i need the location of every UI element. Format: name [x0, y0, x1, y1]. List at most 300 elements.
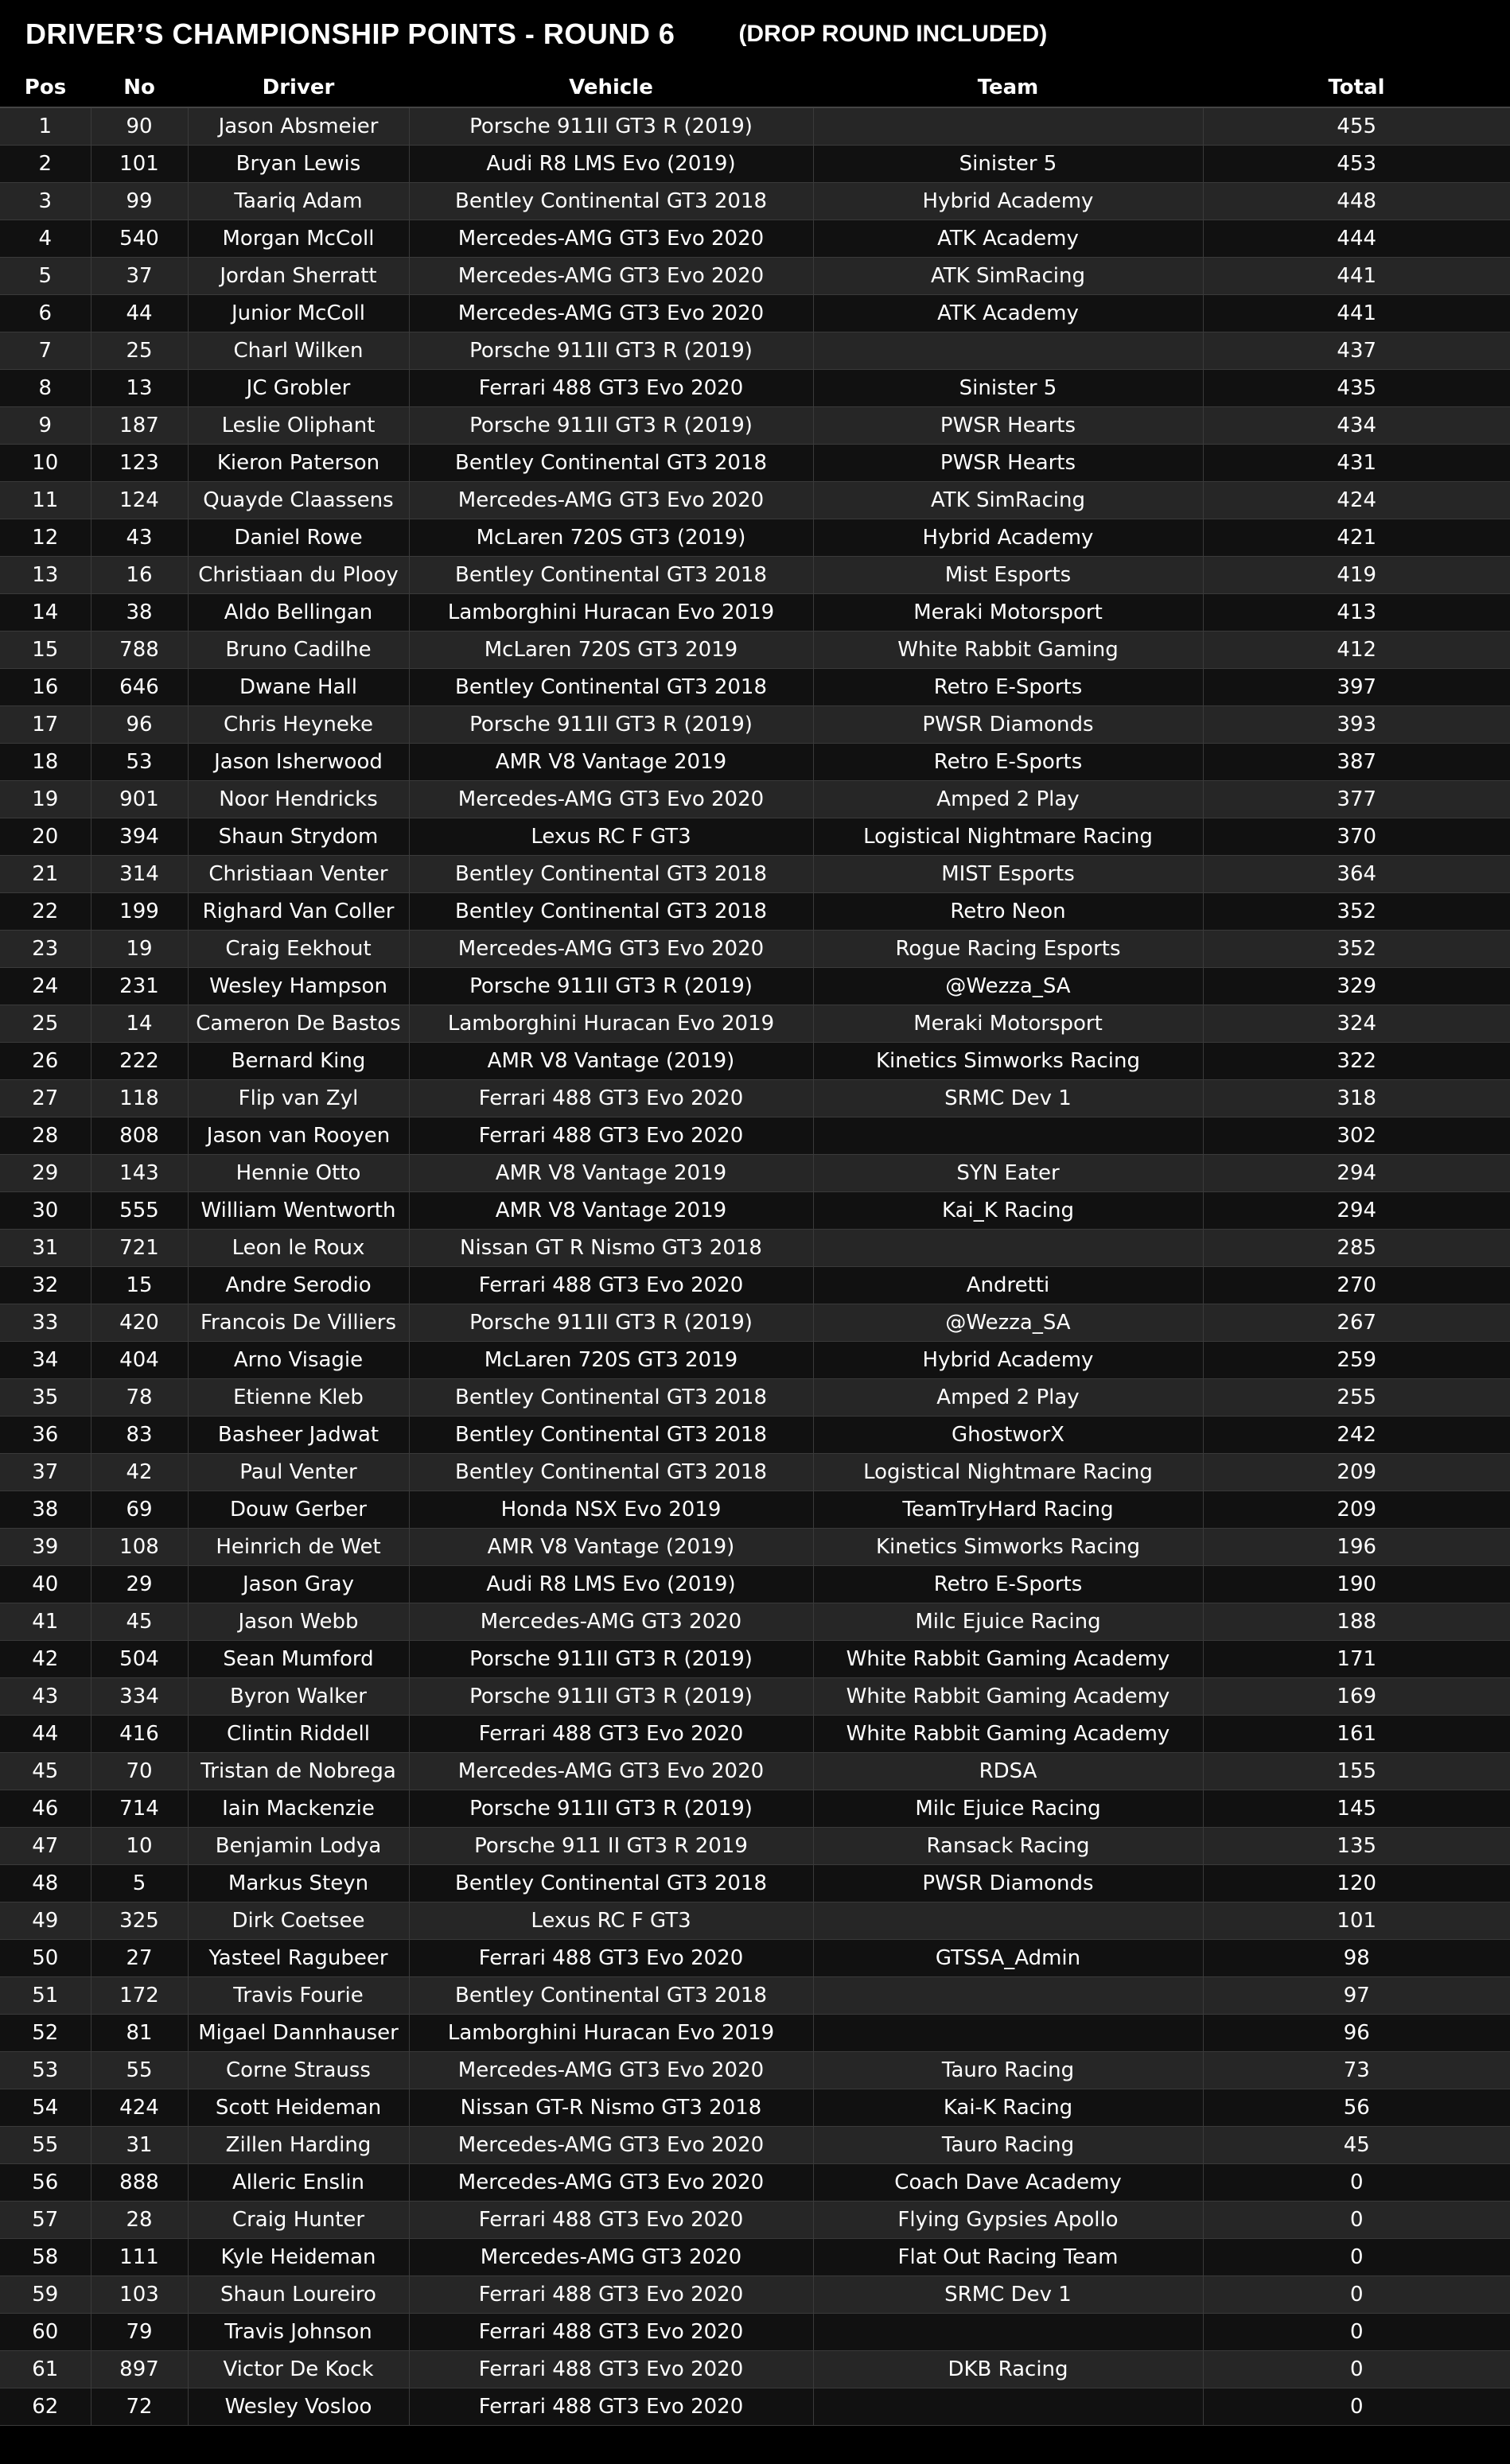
table-row — [0, 332, 1510, 370]
cell-pos: 33 — [0, 1304, 91, 1342]
cell-vehicle: Ferrari 488 GT3 Evo 2020 — [409, 1716, 813, 1753]
cell-pos: 22 — [0, 893, 91, 931]
cell-no: 42 — [91, 1454, 188, 1491]
cell-team: PWSR Diamonds — [813, 706, 1203, 744]
cell-vehicle: Lexus RC F GT3 — [409, 818, 813, 856]
cell-driver: Jason Absmeier — [188, 107, 409, 146]
cell-driver: Daniel Rowe — [188, 519, 409, 557]
cell-total: 441 — [1203, 258, 1510, 295]
table-row — [0, 1192, 1510, 1230]
cell-pos: 24 — [0, 968, 91, 1005]
cell-total: 424 — [1203, 482, 1510, 519]
cell-no: 29 — [91, 1566, 188, 1603]
cell-vehicle: Mercedes-AMG GT3 Evo 2020 — [409, 2052, 813, 2089]
cell-vehicle: Bentley Continental GT3 2018 — [409, 183, 813, 220]
table-row — [0, 706, 1510, 744]
cell-no: 13 — [91, 370, 188, 407]
table-row — [0, 1379, 1510, 1417]
cell-pos: 49 — [0, 1902, 91, 1940]
cell-driver: Bruno Cadilhe — [188, 632, 409, 669]
table-row — [0, 107, 1510, 146]
cell-pos: 30 — [0, 1192, 91, 1230]
cell-total: 255 — [1203, 1379, 1510, 1417]
cell-driver: Morgan McColl — [188, 220, 409, 258]
table-row — [0, 1529, 1510, 1566]
cell-no: 101 — [91, 146, 188, 183]
cell-total: 302 — [1203, 1117, 1510, 1155]
cell-vehicle: Ferrari 488 GT3 Evo 2020 — [409, 2276, 813, 2314]
cell-pos: 43 — [0, 1678, 91, 1716]
table-row — [0, 1790, 1510, 1828]
column-header-vehicle: Vehicle — [409, 68, 813, 107]
cell-driver: Jason Webb — [188, 1603, 409, 1641]
cell-team — [813, 107, 1203, 146]
cell-total: 437 — [1203, 332, 1510, 370]
standings-table — [0, 68, 1510, 2426]
cell-total: 324 — [1203, 1005, 1510, 1043]
cell-driver: Hennie Otto — [188, 1155, 409, 1192]
cell-pos: 32 — [0, 1267, 91, 1304]
cell-vehicle: Honda NSX Evo 2019 — [409, 1491, 813, 1529]
cell-team: Retro E-Sports — [813, 1566, 1203, 1603]
cell-vehicle: Mercedes-AMG GT3 2020 — [409, 2239, 813, 2276]
cell-vehicle: Ferrari 488 GT3 Evo 2020 — [409, 2202, 813, 2239]
cell-vehicle: Ferrari 488 GT3 Evo 2020 — [409, 2388, 813, 2426]
cell-vehicle: Bentley Continental GT3 2018 — [409, 669, 813, 706]
cell-no: 424 — [91, 2089, 188, 2127]
cell-pos: 5 — [0, 258, 91, 295]
cell-team: Retro E-Sports — [813, 744, 1203, 781]
cell-total: 96 — [1203, 2015, 1510, 2052]
cell-team: GTSSA_Admin — [813, 1940, 1203, 1977]
cell-pos: 6 — [0, 295, 91, 332]
cell-pos: 16 — [0, 669, 91, 706]
table-row — [0, 1753, 1510, 1790]
cell-vehicle: Nissan GT R Nismo GT3 2018 — [409, 1230, 813, 1267]
table-row — [0, 1417, 1510, 1454]
cell-total: 155 — [1203, 1753, 1510, 1790]
cell-driver: Yasteel Ragubeer — [188, 1940, 409, 1977]
table-header-row — [0, 68, 1510, 107]
cell-no: 123 — [91, 445, 188, 482]
cell-vehicle: McLaren 720S GT3 2019 — [409, 1342, 813, 1379]
cell-vehicle: Mercedes-AMG GT3 Evo 2020 — [409, 781, 813, 818]
cell-driver: Kyle Heideman — [188, 2239, 409, 2276]
cell-driver: Leslie Oliphant — [188, 407, 409, 445]
table-row — [0, 781, 1510, 818]
table-row — [0, 1117, 1510, 1155]
table-row — [0, 818, 1510, 856]
table-row — [0, 220, 1510, 258]
cell-no: 44 — [91, 295, 188, 332]
cell-driver: Sean Mumford — [188, 1641, 409, 1678]
cell-total: 145 — [1203, 1790, 1510, 1828]
cell-no: 99 — [91, 183, 188, 220]
cell-no: 540 — [91, 220, 188, 258]
cell-pos: 12 — [0, 519, 91, 557]
cell-no: 38 — [91, 594, 188, 632]
cell-team: White Rabbit Gaming Academy — [813, 1678, 1203, 1716]
cell-team: DKB Racing — [813, 2351, 1203, 2388]
cell-vehicle: Audi R8 LMS Evo (2019) — [409, 146, 813, 183]
cell-team: Amped 2 Play — [813, 1379, 1203, 1417]
cell-driver: Shaun Loureiro — [188, 2276, 409, 2314]
cell-driver: Righard Van Coller — [188, 893, 409, 931]
cell-total: 419 — [1203, 557, 1510, 594]
cell-total: 259 — [1203, 1342, 1510, 1379]
cell-team: SRMC Dev 1 — [813, 2276, 1203, 2314]
cell-no: 334 — [91, 1678, 188, 1716]
cell-no: 96 — [91, 706, 188, 744]
cell-team: Meraki Motorsport — [813, 1005, 1203, 1043]
cell-no: 79 — [91, 2314, 188, 2351]
table-row — [0, 1641, 1510, 1678]
cell-team: Sinister 5 — [813, 146, 1203, 183]
table-row — [0, 183, 1510, 220]
cell-driver: Byron Walker — [188, 1678, 409, 1716]
page-header — [0, 0, 1510, 68]
cell-pos: 51 — [0, 1977, 91, 2015]
cell-no: 27 — [91, 1940, 188, 1977]
cell-team: TeamTryHard Racing — [813, 1491, 1203, 1529]
table-row — [0, 557, 1510, 594]
cell-total: 196 — [1203, 1529, 1510, 1566]
cell-pos: 34 — [0, 1342, 91, 1379]
cell-no: 124 — [91, 482, 188, 519]
cell-no: 714 — [91, 1790, 188, 1828]
table-row — [0, 1865, 1510, 1902]
cell-pos: 61 — [0, 2351, 91, 2388]
cell-team: Tauro Racing — [813, 2127, 1203, 2164]
table-row — [0, 258, 1510, 295]
column-header-no: No — [91, 68, 188, 107]
cell-pos: 40 — [0, 1566, 91, 1603]
table-row — [0, 632, 1510, 669]
cell-no: 83 — [91, 1417, 188, 1454]
cell-total: 444 — [1203, 220, 1510, 258]
cell-pos: 26 — [0, 1043, 91, 1080]
cell-total: 190 — [1203, 1566, 1510, 1603]
cell-team: SYN Eater — [813, 1155, 1203, 1192]
cell-no: 187 — [91, 407, 188, 445]
cell-total: 242 — [1203, 1417, 1510, 1454]
cell-pos: 21 — [0, 856, 91, 893]
cell-team: Coach Dave Academy — [813, 2164, 1203, 2202]
cell-driver: Tristan de Nobrega — [188, 1753, 409, 1790]
cell-pos: 15 — [0, 632, 91, 669]
cell-no: 808 — [91, 1117, 188, 1155]
cell-pos: 52 — [0, 2015, 91, 2052]
table-row — [0, 931, 1510, 968]
cell-pos: 4 — [0, 220, 91, 258]
cell-vehicle: Ferrari 488 GT3 Evo 2020 — [409, 1267, 813, 1304]
cell-vehicle: Mercedes-AMG GT3 Evo 2020 — [409, 931, 813, 968]
cell-team: ATK Academy — [813, 220, 1203, 258]
page-subtitle: (DROP ROUND INCLUDED) — [738, 21, 1048, 47]
cell-driver: Clintin Riddell — [188, 1716, 409, 1753]
cell-pos: 2 — [0, 146, 91, 183]
cell-no: 143 — [91, 1155, 188, 1192]
cell-team: GhostworX — [813, 1417, 1203, 1454]
cell-vehicle: Mercedes-AMG GT3 Evo 2020 — [409, 1753, 813, 1790]
cell-no: 10 — [91, 1828, 188, 1865]
cell-no: 15 — [91, 1267, 188, 1304]
cell-driver: Craig Eekhout — [188, 931, 409, 968]
cell-driver: Zillen Harding — [188, 2127, 409, 2164]
cell-total: 169 — [1203, 1678, 1510, 1716]
cell-team: RDSA — [813, 1753, 1203, 1790]
table-row — [0, 1230, 1510, 1267]
table-row — [0, 2164, 1510, 2202]
cell-total: 101 — [1203, 1902, 1510, 1940]
cell-driver: Dirk Coetsee — [188, 1902, 409, 1940]
cell-driver: Andre Serodio — [188, 1267, 409, 1304]
cell-vehicle: McLaren 720S GT3 2019 — [409, 632, 813, 669]
table-row — [0, 1491, 1510, 1529]
cell-no: 78 — [91, 1379, 188, 1417]
table-row — [0, 1977, 1510, 2015]
table-row — [0, 1716, 1510, 1753]
cell-pos: 9 — [0, 407, 91, 445]
table-row — [0, 1005, 1510, 1043]
column-header-driver: Driver — [188, 68, 409, 107]
cell-team: Logistical Nightmare Racing — [813, 818, 1203, 856]
cell-driver: Dwane Hall — [188, 669, 409, 706]
cell-pos: 55 — [0, 2127, 91, 2164]
cell-no: 231 — [91, 968, 188, 1005]
table-row — [0, 1454, 1510, 1491]
cell-driver: Christiaan Venter — [188, 856, 409, 893]
cell-driver: Wesley Vosloo — [188, 2388, 409, 2426]
cell-team: ATK SimRacing — [813, 482, 1203, 519]
cell-pos: 39 — [0, 1529, 91, 1566]
cell-pos: 58 — [0, 2239, 91, 2276]
cell-driver: Junior McColl — [188, 295, 409, 332]
cell-vehicle: McLaren 720S GT3 (2019) — [409, 519, 813, 557]
cell-no: 420 — [91, 1304, 188, 1342]
cell-total: 98 — [1203, 1940, 1510, 1977]
cell-vehicle: Bentley Continental GT3 2018 — [409, 1379, 813, 1417]
cell-vehicle: Porsche 911II GT3 R (2019) — [409, 407, 813, 445]
table-row — [0, 2089, 1510, 2127]
table-row — [0, 295, 1510, 332]
cell-no: 103 — [91, 2276, 188, 2314]
cell-no: 90 — [91, 107, 188, 146]
cell-pos: 50 — [0, 1940, 91, 1977]
cell-team: Kai-K Racing — [813, 2089, 1203, 2127]
cell-vehicle: Bentley Continental GT3 2018 — [409, 1454, 813, 1491]
cell-vehicle: Porsche 911II GT3 R (2019) — [409, 1678, 813, 1716]
cell-pos: 27 — [0, 1080, 91, 1117]
cell-no: 16 — [91, 557, 188, 594]
table-row — [0, 1603, 1510, 1641]
cell-no: 14 — [91, 1005, 188, 1043]
table-row — [0, 1566, 1510, 1603]
cell-driver: Flip van Zyl — [188, 1080, 409, 1117]
cell-team: PWSR Hearts — [813, 445, 1203, 482]
table-row — [0, 744, 1510, 781]
cell-driver: Paul Venter — [188, 1454, 409, 1491]
cell-driver: Noor Hendricks — [188, 781, 409, 818]
cell-total: 413 — [1203, 594, 1510, 632]
cell-driver: Jason Isherwood — [188, 744, 409, 781]
cell-no: 199 — [91, 893, 188, 931]
cell-total: 285 — [1203, 1230, 1510, 1267]
cell-vehicle: Ferrari 488 GT3 Evo 2020 — [409, 2314, 813, 2351]
table-row — [0, 1080, 1510, 1117]
cell-vehicle: Bentley Continental GT3 2018 — [409, 557, 813, 594]
table-row — [0, 2052, 1510, 2089]
cell-vehicle: Mercedes-AMG GT3 Evo 2020 — [409, 482, 813, 519]
cell-no: 45 — [91, 1603, 188, 1641]
cell-team: Mist Esports — [813, 557, 1203, 594]
cell-total: 45 — [1203, 2127, 1510, 2164]
cell-pos: 1 — [0, 107, 91, 146]
table-row — [0, 519, 1510, 557]
cell-team: PWSR Diamonds — [813, 1865, 1203, 1902]
cell-team: Retro Neon — [813, 893, 1203, 931]
cell-team — [813, 332, 1203, 370]
cell-driver: Charl Wilken — [188, 332, 409, 370]
cell-driver: Arno Visagie — [188, 1342, 409, 1379]
cell-pos: 53 — [0, 2052, 91, 2089]
cell-total: 352 — [1203, 931, 1510, 968]
cell-no: 404 — [91, 1342, 188, 1379]
cell-vehicle: Bentley Continental GT3 2018 — [409, 1977, 813, 2015]
cell-vehicle: Porsche 911II GT3 R (2019) — [409, 107, 813, 146]
cell-team: Hybrid Academy — [813, 1342, 1203, 1379]
cell-team — [813, 2015, 1203, 2052]
cell-team — [813, 1230, 1203, 1267]
cell-vehicle: Bentley Continental GT3 2018 — [409, 445, 813, 482]
cell-no: 118 — [91, 1080, 188, 1117]
cell-vehicle: Mercedes-AMG GT3 Evo 2020 — [409, 2127, 813, 2164]
cell-total: 97 — [1203, 1977, 1510, 2015]
cell-total: 0 — [1203, 2164, 1510, 2202]
cell-no: 72 — [91, 2388, 188, 2426]
cell-no: 314 — [91, 856, 188, 893]
cell-team: Meraki Motorsport — [813, 594, 1203, 632]
cell-vehicle: Mercedes-AMG GT3 Evo 2020 — [409, 295, 813, 332]
cell-vehicle: Nissan GT-R Nismo GT3 2018 — [409, 2089, 813, 2127]
cell-no: 31 — [91, 2127, 188, 2164]
cell-total: 0 — [1203, 2202, 1510, 2239]
cell-pos: 59 — [0, 2276, 91, 2314]
cell-vehicle: Porsche 911 II GT3 R 2019 — [409, 1828, 813, 1865]
table-row — [0, 2351, 1510, 2388]
cell-vehicle: Porsche 911II GT3 R (2019) — [409, 1790, 813, 1828]
cell-total: 0 — [1203, 2351, 1510, 2388]
table-row — [0, 2239, 1510, 2276]
cell-pos: 35 — [0, 1379, 91, 1417]
cell-pos: 19 — [0, 781, 91, 818]
cell-total: 161 — [1203, 1716, 1510, 1753]
cell-total: 294 — [1203, 1192, 1510, 1230]
cell-driver: Benjamin Lodya — [188, 1828, 409, 1865]
cell-no: 111 — [91, 2239, 188, 2276]
table-row — [0, 594, 1510, 632]
cell-pos: 20 — [0, 818, 91, 856]
table-row — [0, 2314, 1510, 2351]
cell-driver: JC Grobler — [188, 370, 409, 407]
cell-no: 222 — [91, 1043, 188, 1080]
cell-pos: 29 — [0, 1155, 91, 1192]
cell-no: 28 — [91, 2202, 188, 2239]
cell-vehicle: Mercedes-AMG GT3 2020 — [409, 1603, 813, 1641]
cell-vehicle: Audi R8 LMS Evo (2019) — [409, 1566, 813, 1603]
cell-team: White Rabbit Gaming — [813, 632, 1203, 669]
cell-team: ATK Academy — [813, 295, 1203, 332]
cell-team: Amped 2 Play — [813, 781, 1203, 818]
cell-pos: 3 — [0, 183, 91, 220]
cell-pos: 36 — [0, 1417, 91, 1454]
cell-pos: 13 — [0, 557, 91, 594]
cell-total: 0 — [1203, 2276, 1510, 2314]
cell-team: @Wezza_SA — [813, 968, 1203, 1005]
cell-no: 416 — [91, 1716, 188, 1753]
cell-team: Hybrid Academy — [813, 519, 1203, 557]
cell-driver: Travis Fourie — [188, 1977, 409, 2015]
cell-total: 352 — [1203, 893, 1510, 931]
cell-total: 431 — [1203, 445, 1510, 482]
cell-no: 108 — [91, 1529, 188, 1566]
cell-pos: 11 — [0, 482, 91, 519]
cell-pos: 62 — [0, 2388, 91, 2426]
cell-driver: Kieron Paterson — [188, 445, 409, 482]
table-row — [0, 893, 1510, 931]
cell-pos: 18 — [0, 744, 91, 781]
cell-team — [813, 1902, 1203, 1940]
cell-team: Milc Ejuice Racing — [813, 1790, 1203, 1828]
cell-team — [813, 1977, 1203, 2015]
cell-vehicle: Ferrari 488 GT3 Evo 2020 — [409, 370, 813, 407]
cell-team: SRMC Dev 1 — [813, 1080, 1203, 1117]
table-row — [0, 1304, 1510, 1342]
cell-driver: Cameron De Bastos — [188, 1005, 409, 1043]
cell-vehicle: Ferrari 488 GT3 Evo 2020 — [409, 2351, 813, 2388]
table-body — [0, 107, 1510, 2426]
cell-total: 0 — [1203, 2314, 1510, 2351]
cell-no: 69 — [91, 1491, 188, 1529]
cell-total: 135 — [1203, 1828, 1510, 1865]
cell-driver: Douw Gerber — [188, 1491, 409, 1529]
cell-no: 897 — [91, 2351, 188, 2388]
cell-vehicle: AMR V8 Vantage (2019) — [409, 1529, 813, 1566]
cell-no: 5 — [91, 1865, 188, 1902]
cell-total: 209 — [1203, 1491, 1510, 1529]
table-row — [0, 1902, 1510, 1940]
cell-vehicle: Bentley Continental GT3 2018 — [409, 893, 813, 931]
cell-no: 646 — [91, 669, 188, 706]
cell-team: @Wezza_SA — [813, 1304, 1203, 1342]
cell-pos: 56 — [0, 2164, 91, 2202]
cell-total: 448 — [1203, 183, 1510, 220]
table-row — [0, 1678, 1510, 1716]
cell-total: 267 — [1203, 1304, 1510, 1342]
cell-team: Kinetics Simworks Racing — [813, 1529, 1203, 1566]
cell-vehicle: Porsche 911II GT3 R (2019) — [409, 706, 813, 744]
table-row — [0, 968, 1510, 1005]
cell-pos: 37 — [0, 1454, 91, 1491]
cell-no: 37 — [91, 258, 188, 295]
cell-team: Sinister 5 — [813, 370, 1203, 407]
cell-total: 364 — [1203, 856, 1510, 893]
cell-pos: 54 — [0, 2089, 91, 2127]
cell-no: 721 — [91, 1230, 188, 1267]
cell-pos: 60 — [0, 2314, 91, 2351]
table-row — [0, 2202, 1510, 2239]
cell-driver: Basheer Jadwat — [188, 1417, 409, 1454]
